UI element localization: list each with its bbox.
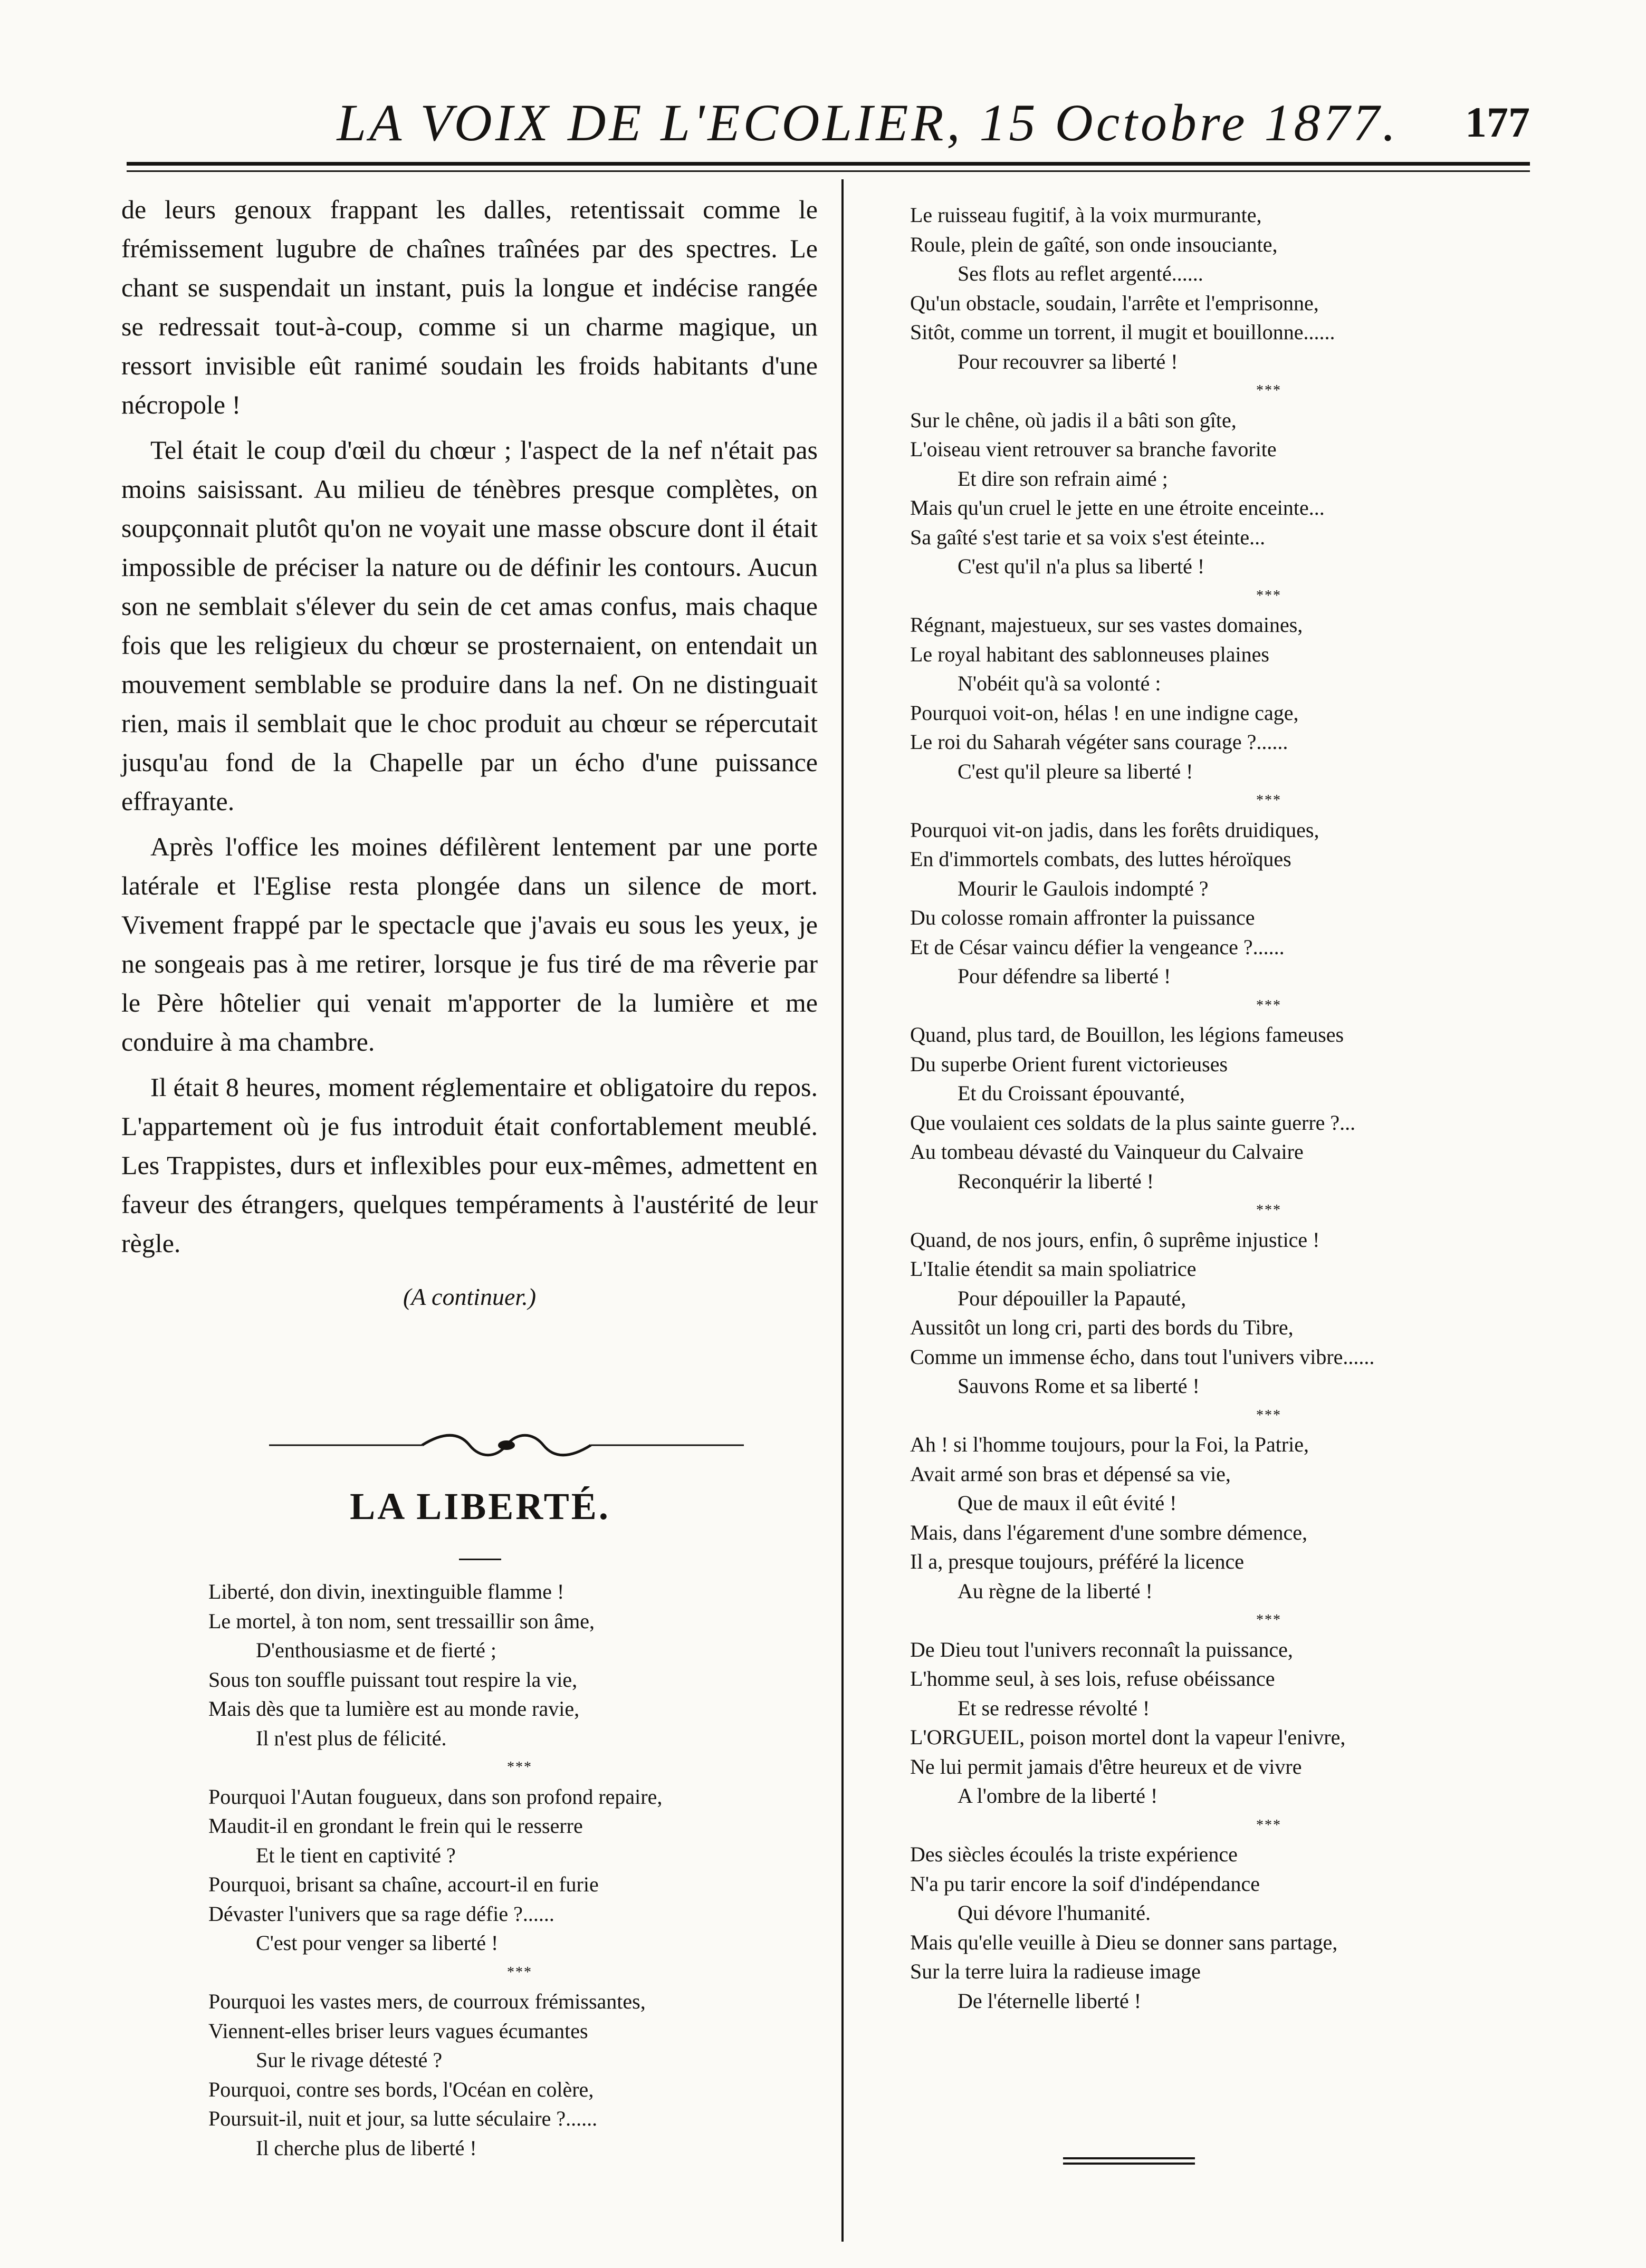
poem-line: Comme un immense écho, dans tout l'univers vibre...... [910, 1344, 1375, 1369]
poem-line: Au tombeau dévasté du Vainqueur du Calvaire [910, 1140, 1304, 1164]
poem-line: Le mortel, à ton nom, sent tressaillir son âme, [208, 1609, 595, 1633]
poem-line: Le ruisseau fugitif, à la voix murmurante, [910, 203, 1262, 227]
poem-line: Sous ton souffle puissant tout respire la vie, [208, 1667, 578, 1692]
poem-stanza [910, 1020, 1628, 1196]
poem-line: Mourir le Gaulois indompté ? [958, 876, 1209, 900]
stanza-separator: *** [1256, 587, 1281, 604]
poem-stanza [208, 1782, 831, 1958]
masthead-title: LA VOIX DE L'ECOLIER, 15 Octobre 1877. [337, 93, 1399, 152]
poem-line: Il n'est plus de félicité. [256, 1726, 447, 1750]
poem-line: Pourquoi l'Autan fougueux, dans son profond repaire, [208, 1784, 663, 1809]
stanza-separator: *** [507, 1759, 532, 1775]
poem-line: Et dire son refrain aimé ; [958, 466, 1168, 491]
poem-stanza [208, 1987, 831, 2163]
poem-stanza [910, 1225, 1628, 1401]
poem-line: Dévaster l'univers que sa rage défie ?...... [208, 1901, 554, 1926]
poem-title: LA LIBERTÉ. [350, 1485, 610, 1527]
poem-stanza [910, 200, 1628, 376]
poem-line: L'ORGUEIL, poison mortel dont la vapeur l'enivre, [910, 1725, 1346, 1749]
closing-rule [1063, 2157, 1195, 2165]
article-paragraph: de leurs genoux frappant les dalles, retentissait comme le frémissement lugubre de chaînes traînées par des spectres. Le chant se suspendait un instant, puis la longue et indécise rangée se redressait tout-à-coup, comme si un charme magique, un ressort invisible eût ranimé soudain les froids habitants d'une nécropole ! [121, 195, 818, 419]
poem-line: L'homme seul, à ses lois, refuse obéissance [910, 1667, 1275, 1690]
poem-line: Le roi du Saharah végéter sans courage ?...... [910, 730, 1288, 754]
poem-line: C'est pour venger sa liberté ! [256, 1931, 499, 1955]
poem-line: C'est qu'il n'a plus sa liberté ! [958, 554, 1205, 578]
stanza-separator: *** [1256, 1407, 1281, 1424]
poem-line: L'Italie étendit sa main spoliatrice [910, 1257, 1197, 1281]
poem-line: Ah ! si l'homme toujours, pour la Foi, la Patrie, [910, 1433, 1309, 1456]
poem-line: Que voulaient ces soldats de la plus sainte guerre ?... [910, 1110, 1356, 1135]
poem-line: Sa gaîté s'est tarie et sa voix s'est éteinte... [910, 525, 1266, 549]
poem-line: Avait armé son bras et dépensé sa vie, [910, 1462, 1231, 1486]
poem-line: Mais dès que ta lumière est au monde ravie, [208, 1697, 580, 1721]
poem-line: Roule, plein de gaîté, son onde insouciante, [910, 232, 1278, 256]
poem-stanza [910, 610, 1628, 786]
header-rule [127, 162, 1530, 166]
poem-line: A l'ombre de la liberté ! [958, 1784, 1158, 1808]
poem-line: Il cherche plus de liberté ! [256, 2136, 477, 2160]
page-number: 177 [1465, 98, 1530, 146]
poem-line: Le royal habitant des sablonneuses plaines [910, 642, 1269, 666]
poem-line: Du colosse romain affronter la puissance [910, 906, 1255, 929]
stanza-separator: *** [1256, 382, 1281, 399]
poem-line: Et le tient en captivité ? [256, 1843, 456, 1867]
poem-line: Qui dévore l'humanité. [958, 1901, 1151, 1925]
poem-line: Mais, dans l'égarement d'une sombre démence, [910, 1520, 1308, 1544]
poem-line: Reconquérir la liberté ! [958, 1169, 1154, 1193]
poem-line: En d'immortels combats, des luttes héroïques [910, 847, 1291, 871]
title-rule [459, 1559, 501, 1560]
poem-line: Poursuit-il, nuit et jour, sa lutte séculaire ?...... [208, 2107, 598, 2130]
poem-line: D'enthousiasme et de fierté ; [256, 1638, 496, 1662]
poem-line: Pourquoi, brisant sa chaîne, accourt-il en furie [208, 1872, 599, 1896]
poem-line: Qu'un obstacle, soudain, l'arrête et l'emprisonne, [910, 291, 1319, 315]
poem-line: Pourquoi voit-on, hélas ! en une indigne cage, [910, 700, 1299, 725]
stanza-separator: *** [507, 1964, 532, 1981]
article-paragraph: Il était 8 heures, moment réglementaire et obligatoire du repos. L'appartement où je fus introduit était confortablement meublé. Les Trappistes, durs et inflexibles pour eux-mêmes, admettent en faveur des étrangers, quelques tempéraments à l'austérité de leur règle. [121, 1072, 818, 1258]
poem-line: L'oiseau vient retrouver sa branche favorite [910, 437, 1277, 461]
poem-line: Il a, presque toujours, préféré la licence [910, 1550, 1245, 1573]
poem-line: Sur la terre luira la radieuse image [910, 1959, 1201, 1983]
header-rule-thin [127, 170, 1530, 172]
poem-right-column [910, 200, 1628, 2015]
poem-line: Mais qu'un cruel le jette en une étroite enceinte... [910, 496, 1325, 520]
poem-line: Sauvons Rome et sa liberté ! [958, 1374, 1200, 1398]
poem-stanza [910, 815, 1628, 991]
poem-line: Pourquoi les vastes mers, de courroux frémissantes, [208, 1990, 646, 2013]
ornamental-divider [269, 1429, 744, 1461]
poem-stanza [208, 1577, 831, 1753]
article-column [121, 190, 818, 1311]
article-paragraph: Tel était le coup d'œil du chœur ; l'aspect de la nef n'était pas moins saisissant. Au milieu de ténèbres presque complètes, on soupçonnait plutôt qu'on ne voyait une masse obscure dont il était impossible de préciser la nature ou de définir les contours. Aucun son ne semblait s'élever du sein de cet amas confus, mais chaque fois que les religieux du chœur se prosternaient, on entendait un mouvement semblable se produire dans la nef. On ne distinguait rien, mais il semblait que le choc produit au chœur se répercutait jusqu'au fond de la Chapelle par un écho d'une puissance effrayante. [121, 435, 818, 816]
poem-line: Pourquoi, contre ses bords, l'Océan en colère, [208, 2077, 594, 2101]
poem-line: Sur le chêne, où jadis il a bâti son gîte, [910, 408, 1237, 432]
poem-line: Des siècles écoulés la triste expérience [910, 1842, 1238, 1866]
poem-line: Et de César vaincu défier la vengeance ?...... [910, 935, 1285, 959]
poem-line: C'est qu'il pleure sa liberté ! [958, 759, 1193, 783]
poem-line: Et du Croissant épouvanté, [958, 1081, 1185, 1105]
poem-line: Au règne de la liberté ! [958, 1579, 1153, 1603]
poem-line: Mais qu'elle veuille à Dieu se donner sans partage, [910, 1930, 1338, 1954]
poem-line: N'a pu tarir encore la soif d'indépendance [910, 1871, 1260, 1896]
stanza-separator: *** [1256, 1817, 1281, 1833]
page-header [127, 92, 1530, 182]
poem-stanza [910, 1840, 1628, 2015]
stanza-separator: *** [1256, 1202, 1281, 1218]
poem-stanza [910, 1635, 1628, 1811]
poem-line: Liberté, don divin, inextinguible flamme ! [208, 1580, 564, 1603]
continue-note: (A continuer.) [403, 1283, 537, 1310]
poem-line: Pour défendre sa liberté ! [958, 964, 1171, 988]
stanza-separator: *** [1256, 792, 1281, 809]
poem-left-column [208, 1577, 831, 2163]
poem-stanza [910, 1430, 1628, 1606]
poem-line: Ne lui permit jamais d'être heureux et de vivre [910, 1754, 1302, 1779]
poem-line: Sur le rivage détesté ? [256, 2048, 443, 2072]
poem-line: Quand, de nos jours, enfin, ô suprême injustice ! [910, 1227, 1320, 1252]
poem-line: Aussitôt un long cri, parti des bords du Tibre, [910, 1315, 1294, 1339]
poem-line: Pour dépouiller la Papauté, [958, 1286, 1186, 1310]
poem-line: Et se redresse révolté ! [958, 1696, 1150, 1720]
poem-line: Pourquoi vit-on jadis, dans les forêts druidiques, [910, 818, 1319, 842]
poem-line: De Dieu tout l'univers reconnaît la puissance, [910, 1637, 1293, 1661]
stanza-separator: *** [1256, 1612, 1281, 1628]
poem-line: Viennent-elles briser leurs vagues écumantes [208, 2019, 588, 2043]
column-divider [841, 179, 844, 2242]
poem-line: Pour recouvrer sa liberté ! [958, 349, 1178, 373]
poem-line: N'obéit qu'à sa volonté : [958, 671, 1161, 695]
poem-stanza [910, 406, 1628, 581]
poem-line: Maudit-il en grondant le frein qui le resserre [208, 1814, 583, 1838]
poem-line: Régnant, majestueux, sur ses vastes domaines, [910, 613, 1303, 637]
poem-line: Quand, plus tard, de Bouillon, les légions fameuses [910, 1023, 1344, 1046]
stanza-separator: *** [1256, 997, 1281, 1014]
poem-line: Du superbe Orient furent victorieuses [910, 1052, 1228, 1076]
poem-line: De l'éternelle liberté ! [958, 1988, 1142, 2013]
poem-line: Ses flots au reflet argenté...... [958, 262, 1203, 285]
poem-line: Que de maux il eût évité ! [958, 1491, 1177, 1515]
poem-line: Sitôt, comme un torrent, il mugit et bouillonne...... [910, 320, 1335, 344]
article-paragraph: Après l'office les moines défilèrent lentement par une porte latérale et l'Eglise resta plongée dans un silence de mort. Vivement frappé par le spectacle que j'avais eu sous les yeux, je ne songeais pas à me retirer, lorsque je fus tiré de ma rêverie par le Père hôtelier qui venait m'apporter de la lumière et me conduire à ma chambre. [121, 832, 818, 1056]
